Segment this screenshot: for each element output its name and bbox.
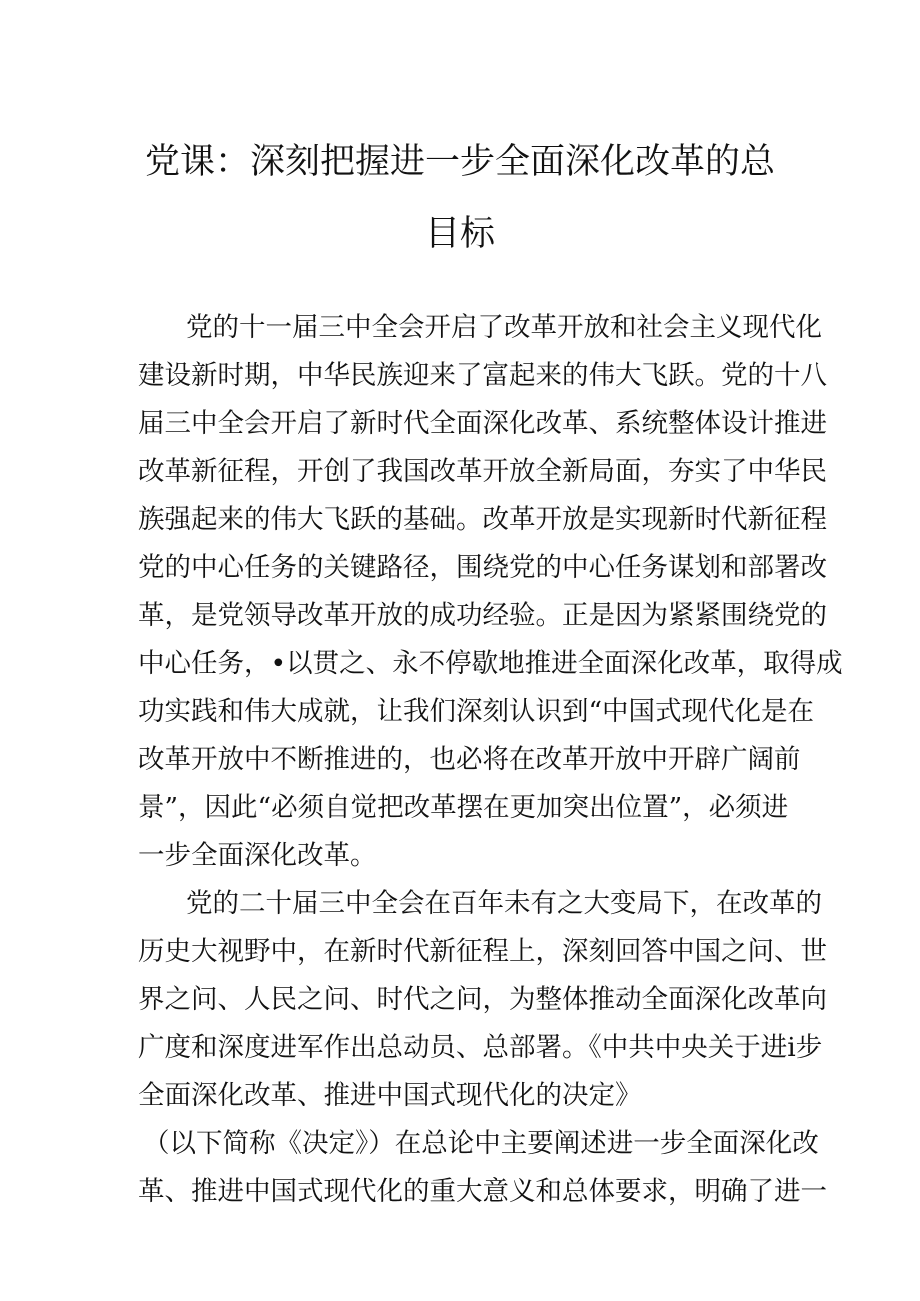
document-title-line-1: 党课：深刻把握进一步全面深化改革的总 [144,142,775,182]
paragraph-1-line-5: 族强起来的伟大飞跃的基础。改革开放是实现新时代新征程 [138,504,827,535]
paragraph-2-line-4: 广度和深度进军作出总动员、总部署。《中共中央关于进i步 [138,1032,823,1063]
paragraph-1-line-2: 建设新时期，中华民族迎来了富起来的伟大飞跃。党的十八 [138,360,827,391]
paragraph-2-line-2: 历史大视野中，在新时代新征程上，深刻回答中国之问、世 [138,936,827,967]
paragraph-1-line-1: 党的十一届三中全会开启了改革开放和社会主义现代化 [186,312,822,343]
paragraph-2-line-5: 全面深化改革、推进中国式现代化的决定》 [138,1080,642,1111]
paragraph-1-line-10: 改革开放中不断推进的，也必将在改革开放中开辟广阔前 [138,744,801,775]
paragraph-1-line-12: 一步全面深化改革。 [138,840,377,871]
paragraph-1-line-7: 革，是党领导改革开放的成功经验。正是因为紧紧围绕党的 [138,600,827,631]
paragraph-1-line-6: 党的中心任务的关键路径，围绕党的中心任务谋划和部署改 [138,552,827,583]
document-title-line-2: 目标 [424,214,495,254]
paragraph-1-line-3: 届三中全会开启了新时代全面深化改革、系统整体设计推进 [138,408,827,439]
paragraph-2-line-3: 界之问、人民之问、时代之问，为整体推动全面深化改革向 [138,984,827,1015]
paragraph-1-line-8: 中心任务，•以贯之、永不停歇地推进全面深化改革，取得成 [138,648,843,679]
paragraph-1-line-11: 景”，因此“必须自觉把改革摆在更加突出位置”，必须进 [138,792,789,823]
paragraph-1-line-9: 功实践和伟大成就，让我们深刻认识到“中国式现代化是在 [138,696,815,727]
paragraph-2-line-7: 革、推进中国式现代化的重大意义和总体要求，明确了进一 [138,1176,827,1207]
paragraph-1-line-4: 改革新征程，开创了我国改革开放全新局面，夯实了中华民 [138,456,827,487]
paragraph-2-line-6: （以下简称《决定》）在总论中主要阐述进一步全面深化改 [143,1128,819,1159]
paragraph-2-line-1: 党的二十届三中全会在百年未有之大变局下，在改革的 [186,888,822,919]
